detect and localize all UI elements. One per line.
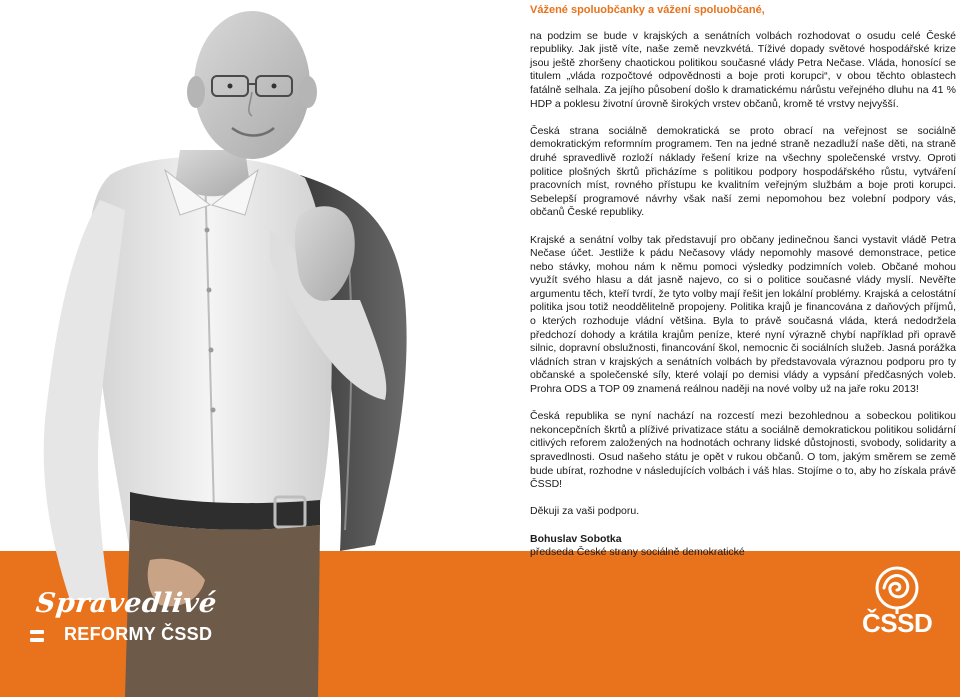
equals-icon <box>28 626 48 646</box>
letter-greeting: Vážené spoluobčanky a vážení spoluobčané, <box>530 4 765 16</box>
signature-name: Bohuslav Sobotka <box>530 532 622 545</box>
letter-closing: Děkuji za vaši podporu. <box>530 505 640 518</box>
letter-paragraph: Česká republika se nyní nachází na rozcestí mezi bezohlednou a sobeckou politikou nekoncepčních škrtů a plíživé privatizace státu a sociálně demokratickou politikou solidární citlivých reforem založených na hodnotách ochrany lidské důstojnosti, svobody, solidarity a spravedlnosti. Osud našeho státu je opět v rukou občanů. O tom, jakým směrem se země bude ubírat, rozhodne v následujících volbách i váš hlas. Stojíme o to, aby ho získala právě ČSSD! <box>530 410 956 491</box>
letter-paragraph: Česká strana sociálně demokratická se proto obrací na veřejnost se sociálně demokratickým reformním programem. Ten na jedné straně nezadluží naše děti, na straně druhé spravedlivě rozloží náklady řešení krize na všechny společenské vrstvy. Oproti politice plošných škrtů přicházíme s politikou podpory hospodářského růstu, vytváření pracovních míst, rovného přístupu ke kvalitním veřejným službám a boje proti korupci. Sebelepší programové návrhy však naší zemi nepomohou bez volební podpory vás, občanů České republiky. <box>530 124 956 219</box>
slogan-reform: REFORMY ČSSD <box>64 624 213 644</box>
slogan <box>26 588 286 648</box>
letter-body <box>530 4 956 560</box>
cssd-logo <box>860 566 940 646</box>
signature-role: předseda České strany sociálně demokratické <box>530 546 745 559</box>
slogan-script: Spravedlivé <box>34 588 219 619</box>
letter-paragraph: Krajské a senátní volby tak představují pro občany jedinečnou šanci vystavit vládě Petra Nečase účet. Jestliže k pádu Nečasovy vlády nepomohly masové demonstrace, petice nebo stávky, mohou nám k němu pomoci výsledky podzimních voleb. Občané mohou využít svého hlasu a dát jasně najevo, co si o politice současné vlády myslí. Nevěřte argumentu těch, kteří tvrdí, že tyto volby mají řešit jen lokální problémy. Krajská a celostátní politika jsou totiž neoddělitelně propojeny. Politika krajů je financována z daňových příjmů, o kterých rozhoduje vládní většina. Byla to právě současná vláda, která nedodržela předchozí dohody a krátila krajům peníze, které nyní výrazně chybí například při opravě silnic, dopravní obslužnosti, financování škol, nemocnic či sociálních služeb. Jasná porážka vládních stran v krajských a senátních volbách by představovala výraznou podporu pro ty občanské a společenské síly, které volají po demisi vlády a vypsání předčasných voleb. Prohra ODS a TOP 09 znamená reálnou naději na nové volby už na jaře roku 2013! <box>530 233 956 396</box>
logo-text: ČSSD <box>862 608 933 638</box>
letter-paragraph: na podzim se bude v krajských a senátních volbách rozhodovat o osudu celé České republiky. Jak jistě víte, naše země nevzkvétá. Tíživé dopady světové hospodářské krize jsou ještě zhoršeny chaotickou politikou současné vlády Petra Nečase. Vláda, honosící se titulem „vláda rozpočtové odpovědnosti a boje proti korupci“, v obou těchto oblastech fatálně selhala. Za jejího působení došlo k dramatickému nárůstu veřejného dluhu na 41 % HDP a poklesu životní úrovně širokých vrstev občanů, kromě té vrstvy nejvyšší. <box>530 29 956 110</box>
